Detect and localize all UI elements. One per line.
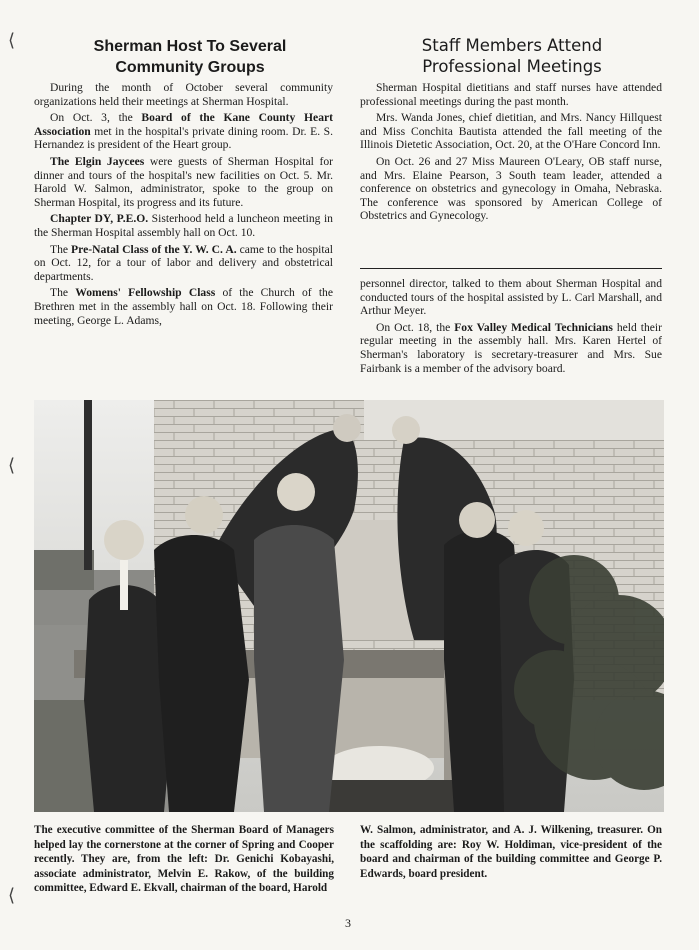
text: On Oct. 3, the: [50, 111, 142, 125]
left-paragraph-4: [34, 212, 333, 239]
org-name: Womens' Fellowship Class: [75, 286, 216, 300]
right-paragraph-1: Sherman Hospital dietitians and staff nurses have attended professional meetings during the past month.: [360, 81, 662, 108]
org-name: Pre-Natal Class of the Y. W. C. A.: [71, 242, 237, 256]
right-paragraph-2: Mrs. Wanda Jones, chief dietitian, and Mrs. Nancy Hillquest and Miss Conchita Bautista attended the fall meeting of the Illinois Dietetic Association, Oct. 20, at the O'Hare Concord Inn.: [360, 111, 662, 152]
left-article-body: [34, 81, 333, 330]
binding-mark-icon: ⟨: [8, 455, 16, 476]
continued-paragraph-2: [360, 321, 662, 375]
text: On Oct. 18, the: [376, 320, 455, 334]
binding-mark-icon: ⟨: [8, 30, 16, 51]
left-article-title: [40, 36, 340, 78]
org-name: Fox Valley Medical Technicians: [454, 320, 613, 334]
text: held their regular meeting in the assembly hall. Mrs. Karen Hertel of Sherman's laboratory is secretary-treasurer and Mrs. Sue Fairbank is a member of the advisory board.: [360, 320, 662, 375]
text: The: [50, 242, 72, 256]
column-divider: [360, 268, 662, 269]
continued-article-body: [360, 277, 662, 378]
org-name: The Elgin Jaycees: [50, 154, 145, 168]
left-paragraph-1: During the month of October several community organizations held their meetings at Sherman Hospital.: [34, 81, 333, 108]
right-title-line2: Professional Meetings: [422, 57, 602, 76]
photo-caption-right: W. Salmon, administrator, and A. J. Wilkening, treasurer. On the scaffolding are: Roy W. Holdiman, vice-president of the board and chairman of the building committee and George P. Edwards, board president.: [360, 824, 662, 880]
text: of the Church of the Brethren met in the assembly hall on Oct. 18. Following their meeting, George L. Adams,: [34, 286, 333, 327]
cornerstone-photo-illustration: [34, 400, 664, 812]
org-name: Board of the Kane County Heart Association: [34, 111, 333, 138]
text: Sisterhood held a luncheon meeting in the Sherman Hospital assembly hall on Oct. 10.: [34, 212, 333, 239]
right-title-line1: Staff Members Attend: [421, 36, 603, 55]
right-article-title: [362, 35, 662, 77]
left-paragraph-6: [34, 286, 333, 327]
cornerstone-photo: [34, 400, 664, 812]
text: The: [50, 286, 76, 300]
text: came to the hospital on Oct. 12, for a tour of labor and delivery and obstetrical departments.: [34, 242, 333, 283]
left-title-line1: Sherman Host To Several: [93, 38, 287, 55]
photo-caption-left: The executive committee of the Sherman Board of Managers helped lay the cornerstone at the corner of Spring and Cooper recently. They are, from the left: Dr. Genichi Kobayashi, associate administrator, Melvin E. Rakow, of the building committee, Edward E. Ekvall, chairman of the board, Harold: [34, 824, 334, 895]
left-paragraph-3: [34, 155, 333, 209]
page-number: 3: [345, 916, 351, 930]
left-paragraph-2: [34, 111, 333, 152]
right-paragraph-3: On Oct. 26 and 27 Miss Maureen O'Leary, OB staff nurse, and Mrs. Elaine Pearson, 3 South team leader, attended a conference on obstetrics and gynecology in Omaha, Nebraska. The conference was sponsored by American College of Obstetrics and Gynecology.: [360, 154, 662, 223]
text: met in the hospital's private dining room. Dr. E. S. Hernandez is president of the Heart group.: [34, 124, 333, 152]
continued-paragraph-1: personnel director, talked to them about Sherman Hospital and conducted tours of the hospital assisted by L. Carl Marshall, and Arthur Meyer.: [360, 277, 662, 318]
left-paragraph-5: [34, 243, 333, 284]
binding-mark-icon: ⟨: [8, 885, 16, 906]
org-name: Chapter DY, P.E.O.: [50, 212, 149, 226]
right-article-body: [360, 81, 662, 226]
text: were guests of Sherman Hospital for dinner and tours of the hospital's new facilities on Oct. 5. Mr. Harold W. Salmon, administrator, spoke to the group on Sherman Hospital, its progress and its future.: [34, 154, 334, 209]
left-title-line2: Community Groups: [115, 59, 265, 76]
